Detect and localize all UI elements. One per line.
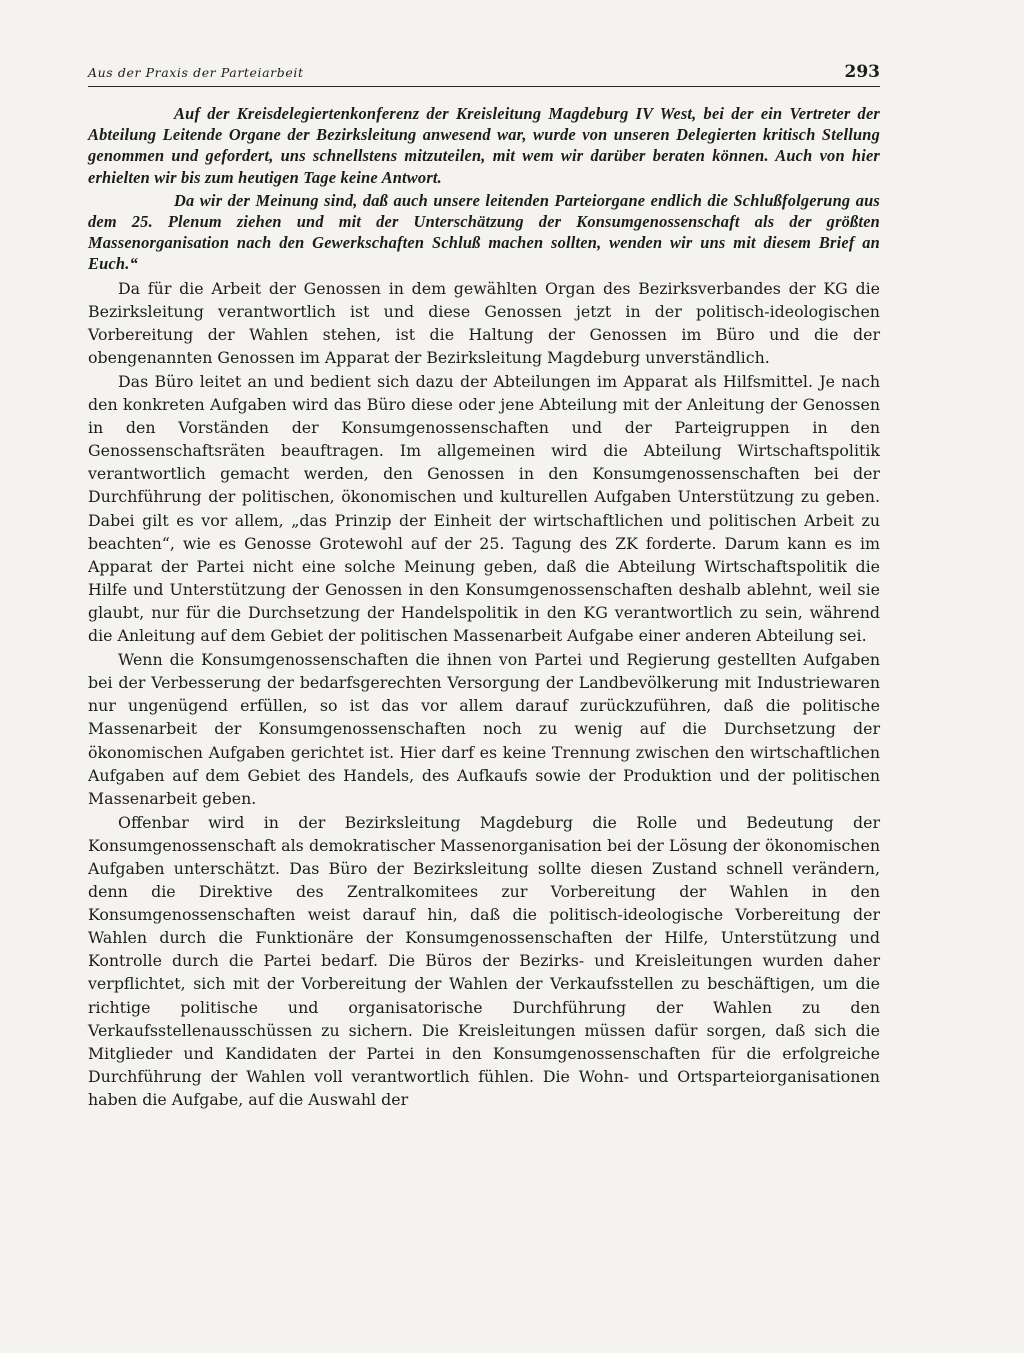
quote-paragraph: Da wir der Meinung sind, daß auch unsere leitenden Parteiorgane endlich die Schlußfolgerung aus dem 25. Plenum ziehen und mit der Unterschätzung der Konsumgenossenschaft als der größten Massenorganisation nach den Gewerkschaften Schluß machen sollten, wenden wir uns mit diesem Brief an Euch.“ <box>88 190 880 274</box>
page-number: 293 <box>844 62 880 82</box>
body-text <box>88 277 880 1111</box>
body-paragraph: Das Büro leitet an und bedient sich dazu der Abteilungen im Apparat als Hilfsmittel. Je nach den konkreten Aufgaben wird das Büro diese oder jene Abteilung mit der Anleitung der Genossen in den Vorständen der Konsumgenossenschaften und der Parteigruppen in den Genossenschaftsräten beauftragen. Im allgemeinen wird die Abteilung Wirtschaftspolitik verantwortlich gemacht werden, den Genossen in den Konsumgenossenschaften bei der Durchführung der politischen, ökonomischen und kulturellen Aufgaben Unterstützung zu geben. Dabei gilt es vor allem, „das Prinzip der Einheit der wirtschaftlichen und politischen Arbeit zu beachten“, wie es Genosse Grotewohl auf der 25. Tagung des ZK forderte. Darum kann es im Apparat der Partei nicht eine solche Meinung geben, daß die Abteilung Wirtschaftspolitik die Hilfe und Unterstützung der Genossen in den Konsumgenossenschaften deshalb ablehnt, weil sie glaubt, nur für die Durchsetzung der Handelspolitik in den KG verantwortlich zu sein, während die Anleitung auf dem Gebiet der politischen Massenarbeit Aufgabe einer anderen Abteilung sei. <box>88 372 880 646</box>
quoted-letter <box>88 103 880 275</box>
body-paragraph: Wenn die Konsumgenossenschaften die ihnen von Partei und Regierung gestellten Aufgaben bei der Verbesserung der bedarfsgerechten Versorgung der Landbevölkerung mit Industriewaren nur ungenügend erfüllen, so ist das vor allem darauf zurückzuführen, daß die politische Massenarbeit der Konsumgenossenschaften noch zu wenig auf die Durchsetzung der ökonomischen Aufgaben gerichtet ist. Hier darf es keine Trennung zwischen den wirtschaftlichen Aufgaben auf dem Gebiet des Handels, des Aufkaufs sowie der Produktion und der politischen Massenarbeit geben. <box>88 650 880 808</box>
quote-paragraph: Auf der Kreisdelegiertenkonferenz der Kreisleitung Magdeburg IV West, bei der ein Vertreter der Abteilung Leitende Organe der Bezirksleitung anwesend war, wurde von unseren Delegierten kritisch Stellung genommen und gefordert, uns schnellstens mitzuteilen, mit wem wir darüber beraten können. Auch von hier erhielten wir bis zum heutigen Tage keine Antwort. <box>88 104 880 187</box>
running-title: Aus der Praxis der Parteiarbeit <box>88 65 304 80</box>
body-paragraph: Offenbar wird in der Bezirksleitung Magdeburg die Rolle und Bedeutung der Konsumgenossenschaft als demokratischer Massenorganisation bei der Lösung der ökonomischen Aufgaben unterschätzt. Das Büro der Bezirksleitung sollte diesen Zustand schnell verändern, denn die Direktive des Zentralkomitees zur Vorbereitung der Wahlen in den Konsumgenossenschaften weist darauf hin, daß die politisch-ideologische Vorbereitung der Wahlen durch die Funktionäre der Konsumgenossenschaften der Hilfe, Unterstützung und Kontrolle durch die Partei bedarf. Die Büros der Bezirks- und Kreisleitungen wurden daher verpflichtet, sich mit der Vorbereitung der Wahlen der Verkaufsstellen zu beschäftigen, um die richtige politische und organisatorische Durchführung der Wahlen zu den Verkaufsstellenausschüssen zu sichern. Die Kreisleitungen müssen dafür sorgen, daß sich die Mitglieder und Kandidaten der Partei in den Konsumgenossenschaften für die erfolgreiche Durchführung der Wahlen voll verantwortlich fühlen. Die Wohn- und Ortsparteiorganisationen haben die Aufgabe, auf die Auswahl der <box>88 812 880 1109</box>
document-page <box>88 62 880 1112</box>
body-paragraph: Da für die Arbeit der Genossen in dem gewählten Organ des Bezirksverbandes der KG die Bezirksleitung verantwortlich ist und diese Genossen jetzt in der politisch-ideologischen Vorbereitung der Wahlen stehen, ist die Haltung der Genossen im Büro und die der obengenannten Genossen im Apparat der Bezirksleitung Magdeburg unverständlich. <box>88 278 880 367</box>
running-header <box>88 62 880 87</box>
